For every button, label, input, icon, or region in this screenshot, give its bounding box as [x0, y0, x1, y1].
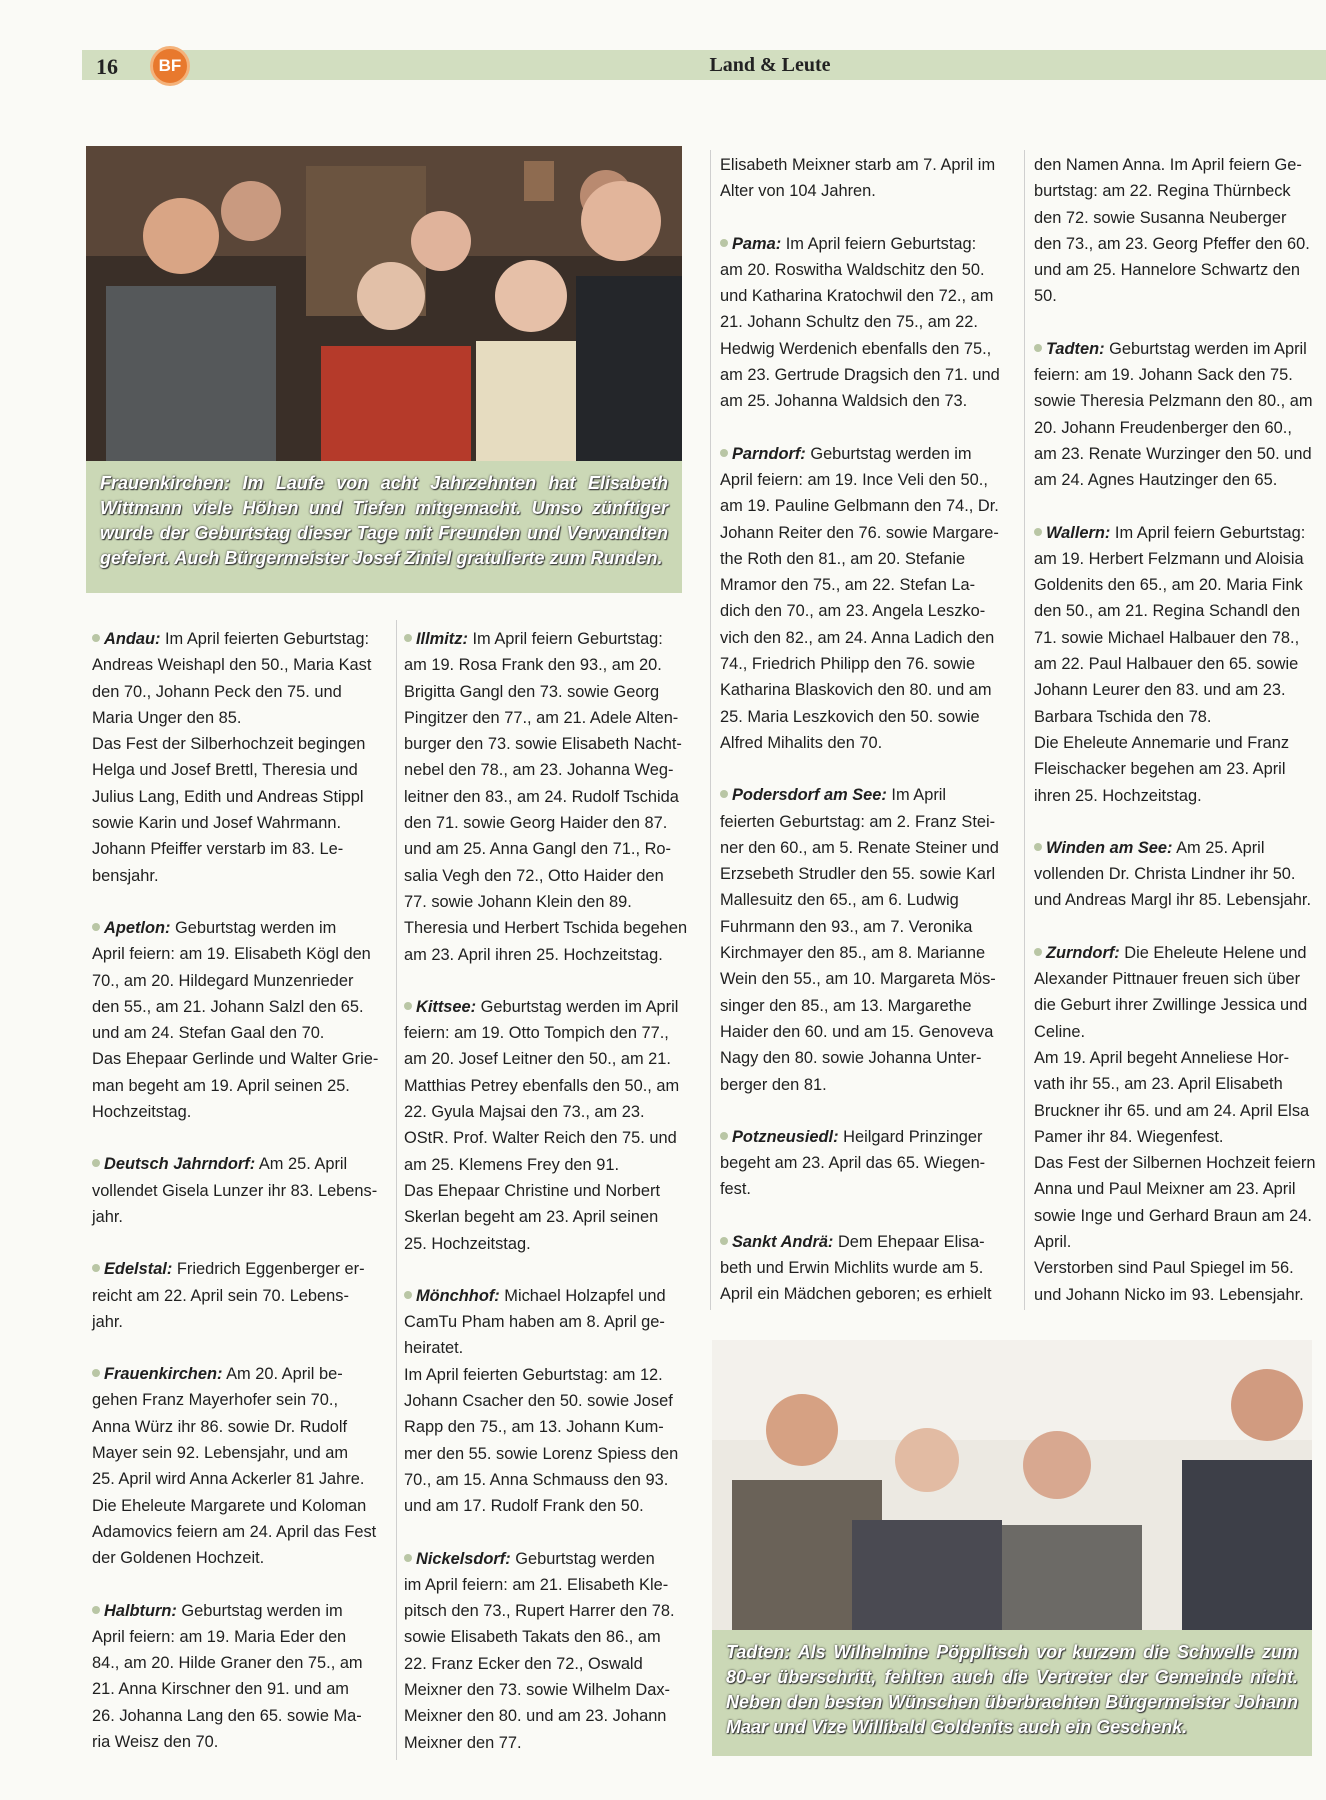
bullet-icon [92, 634, 100, 642]
bullet-icon [1034, 344, 1042, 352]
notice-frauenkirchen: Frauenkirchen: Am 20. April be- gehen Franz Mayerhofer sein 70., Anna Würz ihr 86. sowie Dr. Rudolf Mayer sein 92. Lebensjahr, und am 25. April wird Anna Ackerler 81 Jahre. Die Eheleute Margarete und Koloman Adamovics feiern am 24. April das Fest der Goldenen Hochzeit. [92, 1365, 377, 1568]
bullet-icon [92, 1369, 100, 1377]
photo-tadten [712, 1340, 1312, 1630]
notice-moenchhof: Mönchhof: Michael Holzapfel und CamTu Pham haben am 8. April ge- heiratet. Im April feierten Geburtstag: am 12. Johann Csacher den 50. sowie Josef Rapp den 75., am 13. Johann Kum- mer den 55. sowie Lorenz Spiess den 70., am 15. Anna Schmauss den 93. und am 17. Rudolf Frank den 50. [404, 1286, 679, 1516]
text-column-4 [1034, 152, 1326, 1334]
text-column-2 [404, 626, 706, 1782]
text-column-3 [720, 152, 1020, 1334]
notice-winden-am-see: Winden am See: Am 25. April vollenden Dr. Christa Lindner ihr 50. und Andreas Margl ihr 85. Lebensjahr. [1034, 838, 1311, 910]
bullet-icon [92, 1159, 100, 1167]
notice-kittsee: Kittsee: Geburtstag werden im April feiern: am 19. Otto Tompich den 77., am 20. Josef Leitner den 50., am 21. Matthias Petrey ebenfalls den 50., am 22. Gyula Majsai den 73., am 23. OStR. Prof. Walter Reich den 75. und am 25. Klemens Frey den 91. Das Ehepaar Christine und Norbert Skerlan begeht am 23. April seinen 25. Hochzeitstag. [404, 997, 680, 1253]
bullet-icon [404, 634, 412, 642]
bullet-icon [404, 1002, 412, 1010]
notice-illmitz: Illmitz: Im April feiern Geburtstag: am 19. Rosa Frank den 93., am 20. Brigitta Gangl den 73. sowie Georg Pingitzer den 77., am 21. Adele Alten- burger den 73. sowie Elisabeth Nacht- nebel den 78., am 23. Johanna Weg- leitner den 83., am 24. Rudolf Tschida den 71. sowie Georg Haider den 87. und am 25. Anna Gangl den 71., Ro- salia Vegh den 72., Otto Haider den 77. sowie Johann Klein den 89. Theresia und Herbert Tschida begehen am 23. April ihren 25. Hochzeitstag. [404, 630, 688, 964]
notice-wallern: Wallern: Im April feiern Geburtstag: am 19. Herbert Felzmann und Aloisia Goldenits den 65., am 20. Maria Fink den 50., am 21. Regina Schandl den 71. sowie Michael Halbauer den 78., am 22. Paul Halbauer den 65. sowie Johann Leurer den 83. und am 23. Barbara Tschida den 78. Die Eheleute Annemarie und Franz Fleischacker begehen am 23. April ihren 25. Hochzeitstag. [1034, 523, 1306, 805]
notice-zurndorf: Zurndorf: Die Eheleute Helene und Alexander Pittnauer freuen sich über die Geburt ihrer Zwillinge Jessica und Celine. Am 19. April begeht Anneliese Hor- vath ihr 55., am 23. April Elisabeth Bruckner ihr 65. und am 24. April Elsa Pamer ihr 84. Wiegenfest. Das Fest der Silbernen Hochzeit feiern Anna und Paul Meixner am 23. April sowie Inge und Gerhard Braun am 24. April. Verstorben sind Paul Spiegel im 56. und Johann Nicko im 93. Lebensjahr. [1034, 943, 1316, 1304]
notice-edelstal: Edelstal: Friedrich Eggenberger er- reicht am 22. April sein 70. Lebens- jahr. [92, 1260, 365, 1331]
notice-tadten: Tadten: Geburtstag werden im April feiern: am 19. Johann Sack den 75. sowie Theresia Pelzmann den 80., am 20. Johann Freudenberger den 60., am 23. Renate Wurzinger den 50. und am 24. Agnes Hautzinger den 65. [1034, 339, 1313, 490]
notice-halbturn: Halbturn: Geburtstag werden im April feiern: am 19. Maria Eder den 84., am 20. Hilde Graner den 75., am 21. Anna Kirschner den 91. und am 26. Johanna Lang den 65. sowie Ma- ria Weisz den 70. [92, 1601, 363, 1751]
photo-frauenkirchen [86, 146, 682, 461]
bullet-icon [404, 1291, 412, 1299]
column-divider [710, 150, 711, 1310]
notice-podersdorf: Podersdorf am See: Im April feierten Geburtstag: am 2. Franz Stei- ner den 60., am 5. Renate Steiner und Erzsebeth Strudler den 55. sowie Karl Mallesuitz den 65., am 6. Ludwig Fuhrmann den 93., am 7. Veronika Kirchmayer den 85., am 8. Marianne Wein den 55., am 10. Margareta Mös- singer den 85., am 13. Margarethe Haider den 60. und am 15. Genoveva Nagy den 80. sowie Johanna Unter- berger den 81. [720, 786, 999, 1094]
column-divider [1024, 150, 1025, 1310]
notice-andau: Andau: Im April feierten Geburtstag: Andreas Weishapl den 50., Maria Kast den 70., Johann Peck den 75. und Maria Unger den 85. Das Fest der Silberhochzeit begingen Helga und Josef Brettl, Theresia und Julius Lang, Edith und Andreas Stippl sowie Karin und Josef Wahrmann. Johann Pfeiffer verstarb im 83. Le- bensjahr. [92, 630, 372, 885]
notice-deutsch-jahrndorf: Deutsch Jahrndorf: Am 25. April vollendet Gisela Lunzer ihr 83. Lebens- jahr. [92, 1155, 378, 1226]
notice-nickelsdorf: Nickelsdorf: Geburtstag werden im April feiern: am 21. Elisabeth Kle- pitsch den 73., Rupert Harrer den 78. sowie Elisabeth Takats den 86., am 22. Franz Ecker den 72., Oswald Meixner den 73. sowie Wilhelm Dax- Meixner den 80. und am 23. Johann Meixner den 77. [404, 1549, 675, 1752]
bullet-icon [720, 1237, 728, 1245]
bullet-icon [1034, 843, 1042, 851]
publication-logo: BF [150, 46, 190, 86]
notice-continued-meixner: Elisabeth Meixner starb am 7. April im Alter von 104 Jahren. [720, 156, 996, 201]
bullet-icon [720, 449, 728, 457]
bullet-icon [92, 1264, 100, 1272]
notice-continued-sankt-andrae: den Namen Anna. Im April feiern Ge- burtstag: am 22. Regina Thürnbeck den 72. sowie Susanna Neuberger den 73., am 23. Georg Pfeffer den 60. und am 25. Hannelore Schwartz den 50. [1034, 156, 1310, 306]
bullet-icon [1034, 528, 1042, 536]
notice-apetlon: Apetlon: Geburtstag werden im April feiern: am 19. Elisabeth Kögl den 70., am 20. Hildegard Munzenrieder den 55., am 21. Johann Salzl den 65. und am 24. Stefan Gaal den 70. Das Ehepaar Gerlinde und Walter Grie- man begeht am 19. April seinen 25. Hochzeitstag. [92, 918, 379, 1122]
bullet-icon [720, 1132, 728, 1140]
bullet-icon [1034, 948, 1042, 956]
bullet-icon [720, 790, 728, 798]
page-number: 16 [96, 54, 118, 79]
bullet-icon [720, 239, 728, 247]
notice-potzneusiedl: Potzneusiedl: Heilgard Prinzinger begeht am 23. April das 65. Wiegen- fest. [720, 1127, 986, 1199]
bullet-icon [92, 1606, 100, 1614]
photo-tadten-caption: Tadten: Als Wilhelmine Pöpplitsch vor kurzem die Schwelle zum 80-er überschritt, fehlten auch die Vertreter der Gemeinde nicht. Neben den besten Wünschen überbrachten Bürgermeister Johann Maar und Vize Willibald Goldenits auch ein Geschenk. [712, 1630, 1312, 1756]
notice-pama: Pama: Im April feiern Geburtstag: am 20. Roswitha Waldschitz den 50. und Katharina Kratochwil den 72., am 21. Johann Schultz den 75., am 22. Hedwig Werdenich ebenfalls den 75., am 23. Gertrude Dragsich den 71. und am 25. Johanna Waldsich den 73. [720, 234, 1000, 411]
notice-sankt-andrae: Sankt Andrä: Dem Ehepaar Elisa- beth und Erwin Michlits wurde am 5. April ein Mädchen geboren; es erhielt [720, 1232, 992, 1304]
text-column-1 [92, 626, 392, 1781]
notice-parndorf: Parndorf: Geburtstag werden im April feiern: am 19. Ince Veli den 50., am 19. Pauline Gelbmann den 74., Dr. Johann Reiter den 76. sowie Margare- the Roth den 81., am 20. Stefanie Mramor den 75., am 22. Stefan La- dich den 70., am 23. Angela Leszko- vich den 82., am 24. Anna Ladich den 74., Friedrich Philipp den 76. sowie Katharina Blaskovich den 80. und am 25. Maria Leszkovich den 50. sowie Alfred Mihalits den 70. [720, 444, 999, 752]
section-title: Land & Leute [709, 54, 831, 76]
photo-frauenkirchen-caption: Frauenkirchen: Im Laufe von acht Jahrzehnten hat Elisabeth Wittmann viele Höhen und Tiefen mitgemacht. Umso zünftiger wurde der Geburtstag dieser Tage mit Freunden und Verwandten gefeiert. Auch Bürgermeister Josef Ziniel gratulierte zum Runden. [86, 461, 682, 593]
bullet-icon [92, 923, 100, 931]
column-divider [396, 620, 397, 1760]
bullet-icon [404, 1554, 412, 1562]
